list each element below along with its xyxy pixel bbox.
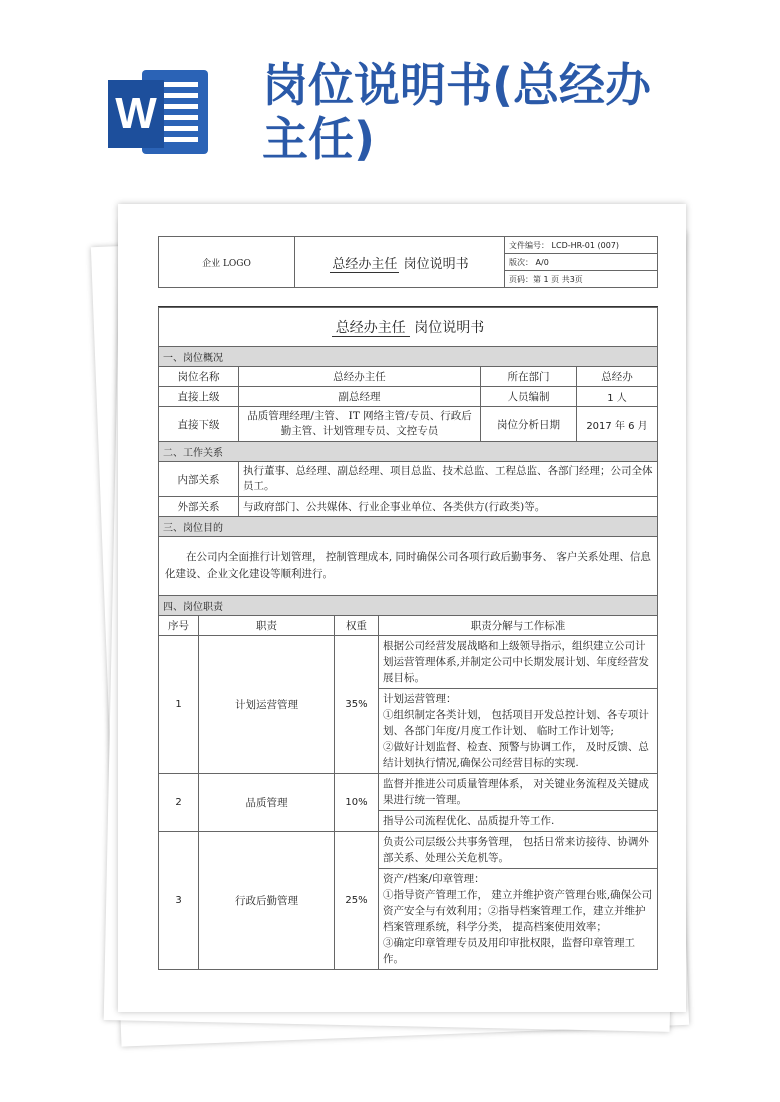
doc-header-title-name: 总经办主任	[332, 256, 398, 272]
duty-weight: 10%	[335, 774, 379, 832]
value-job-name: 总经办主任	[239, 367, 481, 387]
value-internal-relations: 执行董事、总经理、副总经理、项目总监、技术总监、工程总监、各部门经理；公司全体员工。	[239, 462, 658, 497]
duty-detail: 计划运营管理： ①组织制定各类计划， 包括项目开发总控计划、各专项计划、各部门年度/月度工作计划、 临时工作计划等; ②做好计划监督、检查、预警与协调工作， 及时反馈、总结计划执行情况,确保公司经营目标的实现.	[379, 689, 658, 774]
duty-name: 行政后勤管理	[199, 832, 335, 970]
job-description-table	[158, 307, 658, 970]
col-header-duty: 职责	[199, 616, 335, 636]
label-internal-relations: 内部关系	[159, 462, 239, 497]
doc-header-title	[295, 237, 505, 288]
label-subordinates: 直接下级	[159, 407, 239, 442]
value-analysis-date: 2017 年 6 月	[577, 407, 658, 442]
label-analysis-date: 岗位分析日期	[481, 407, 577, 442]
company-logo-cell: 企业 LOGO	[159, 237, 295, 288]
main-title	[159, 308, 658, 347]
duty-no: 2	[159, 774, 199, 832]
job-purpose-text: 在公司内全面推行计划管理， 控制管理成本, 同时确保公司各项行政后勤事务、 客户关系处理、信息化建设、企业文化建设等顺利进行。	[159, 537, 658, 596]
duty-name: 品质管理	[199, 774, 335, 832]
label-headcount: 人员编制	[481, 387, 577, 407]
value-department: 总经办	[577, 367, 658, 387]
version: 版次： A/0	[505, 254, 658, 271]
header-divider	[158, 288, 658, 307]
word-icon-letter: W	[108, 80, 164, 148]
label-superior: 直接上级	[159, 387, 239, 407]
doc-header-title-suffix: 岗位说明书	[403, 256, 469, 272]
duty-no: 3	[159, 832, 199, 970]
doc-header-table	[158, 236, 658, 288]
duty-detail: 根据公司经营发展战略和上级领导指示，组织建立公司计划运营管理体系,并制定公司中长期发展计划、年度经营发展目标。	[379, 636, 658, 689]
duty-name: 计划运营管理	[199, 636, 335, 774]
main-title-suffix: 岗位说明书	[414, 320, 485, 336]
duty-detail: 负责公司层级公共事务管理， 包括日常来访接待、协调外部关系、处理公关危机等。	[379, 832, 658, 869]
page-number: 页码：第 1 页 共3页	[505, 271, 658, 288]
col-header-details: 职责分解与工作标准	[379, 616, 658, 636]
label-job-name: 岗位名称	[159, 367, 239, 387]
label-department: 所在部门	[481, 367, 577, 387]
label-external-relations: 外部关系	[159, 497, 239, 517]
duty-weight: 25%	[335, 832, 379, 970]
value-subordinates: 品质管理经理/主管、 IT 网络主管/专员、行政后勤主管、计划管理专员、文控专员	[239, 407, 481, 442]
col-header-weight: 权重	[335, 616, 379, 636]
duty-detail: 资产/档案/印章管理： ①指导资产管理工作， 建立并维护资产管理台账,确保公司资产安全与有效利用；②指导档案管理工作，建立并维护档案管理系统，科学分类， 提高档案使用效率； ③确定印章管理专员及用印审批权限，监督印章管理工作。	[379, 869, 658, 970]
duty-weight: 35%	[335, 636, 379, 774]
value-external-relations: 与政府部门、公共媒体、行业企事业单位、各类供方(行政类)等。	[239, 497, 658, 517]
duty-detail: 指导公司流程优化、品质提升等工作.	[379, 811, 658, 832]
word-app-icon	[108, 66, 208, 158]
duty-detail: 监督并推进公司质量管理体系， 对关键业务流程及关键成果进行统一管理。	[379, 774, 658, 811]
banner-title: 岗位说明书(总经办主任)	[262, 58, 652, 166]
duty-no: 1	[159, 636, 199, 774]
main-title-name: 总经办主任	[332, 320, 410, 337]
section-heading-relations: 二、工作关系	[159, 442, 658, 462]
section-heading-overview: 一、岗位概况	[159, 347, 658, 367]
document-page	[158, 236, 658, 970]
file-number: 文件编号： LCD-HR-01 (007)	[505, 237, 658, 254]
col-header-no: 序号	[159, 616, 199, 636]
value-superior: 副总经理	[239, 387, 481, 407]
value-headcount: 1 人	[577, 387, 658, 407]
section-heading-purpose: 三、岗位目的	[159, 517, 658, 537]
section-heading-duties: 四、岗位职责	[159, 596, 658, 616]
